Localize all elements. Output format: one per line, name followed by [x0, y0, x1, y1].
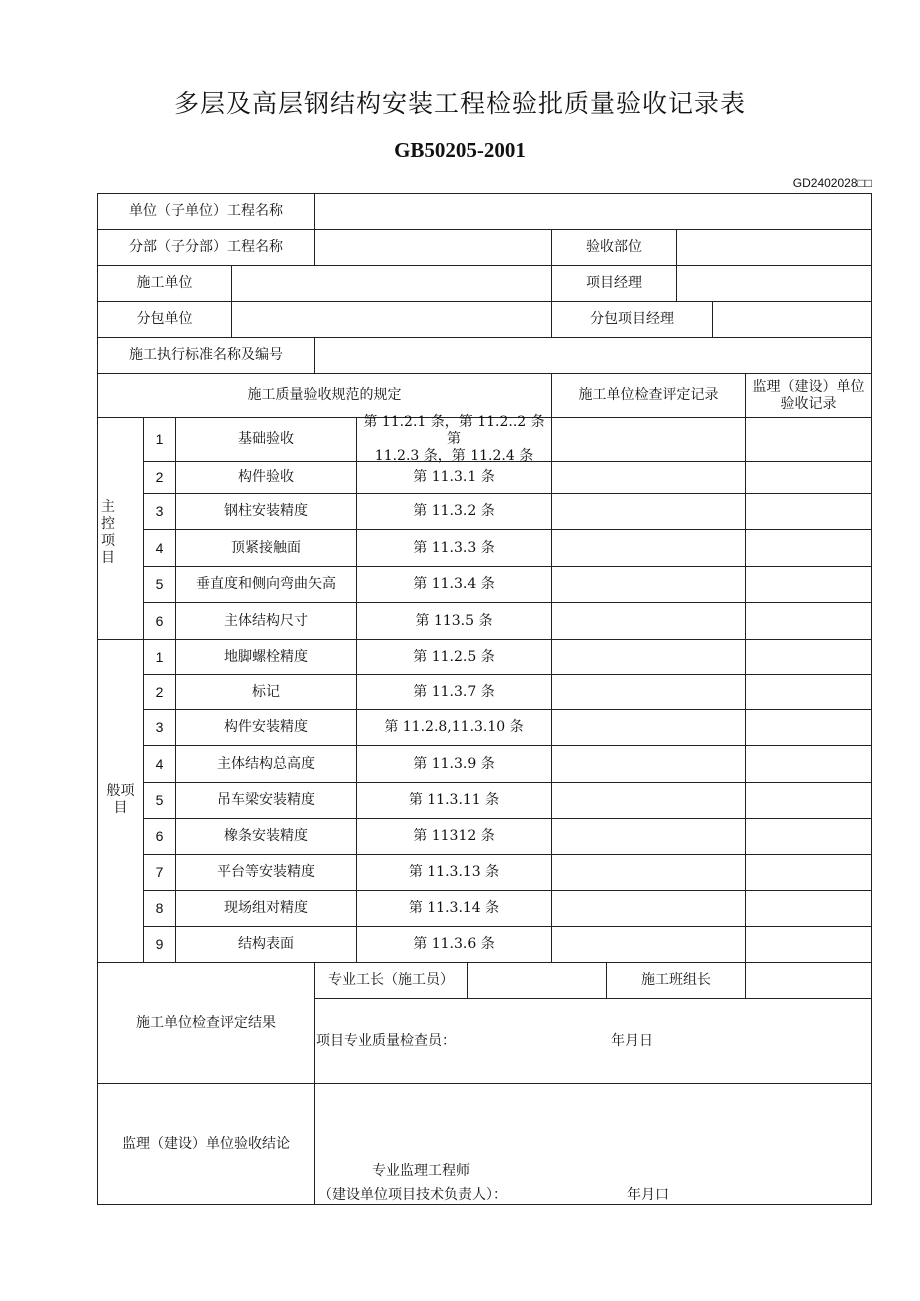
supervisor-engineer-label: 专业监理工程师	[372, 1162, 470, 1179]
general-row-7-no: 7	[155, 864, 164, 880]
main-row-1-clause-line2: 11.2.3 条，第 11.2.4 条	[374, 448, 534, 464]
general-row-1-clause: 第 11.2.5 条	[413, 648, 495, 665]
project-name-label: 单位（子单位）工程名称	[129, 203, 283, 219]
general-row-9-no: 9	[155, 936, 164, 952]
main-items-label-char: 控	[101, 516, 115, 532]
main-row-6-clause: 第 113.5 条	[415, 612, 493, 629]
document-title: 多层及高层钢结构安装工程检验批质量验收记录表	[173, 89, 746, 118]
contractor-result-label: 施工单位检查评定结果	[136, 1014, 276, 1031]
general-row-9-name: 结构表面	[238, 936, 294, 952]
main-row-3-name: 钢柱安装精度	[224, 503, 308, 519]
general-row-7-name: 平台等安装精度	[217, 864, 315, 880]
general-row-8-no: 8	[155, 900, 164, 916]
supervisor-record-header-line2: 验收记录	[780, 395, 837, 412]
general-row-4-name: 主体结构总高度	[217, 755, 315, 772]
main-items-label-char: 项	[101, 533, 115, 549]
owner-tech-lead-label: （建设单位项目技术负责人）：	[318, 1186, 507, 1203]
sub-project-label: 分部（子分部）工程名称	[129, 239, 283, 255]
main-row-6-no: 6	[155, 612, 164, 629]
acceptance-part-label: 验收部位	[586, 239, 642, 255]
general-row-2-clause: 第 11.3.7 条	[413, 683, 495, 700]
spec-column-header: 施工质量验收规范的规定	[247, 387, 402, 403]
main-row-2-clause: 第 11.3.1 条	[413, 469, 495, 485]
general-items-label-line2: 目	[113, 800, 128, 816]
team-leader-label: 施工班组长	[641, 972, 711, 988]
general-row-1-no: 1	[155, 648, 164, 665]
main-row-2-no: 2	[155, 469, 164, 485]
general-row-9-clause: 第 11.3.6 条	[413, 936, 495, 952]
main-row-5-clause: 第 11.3.4 条	[413, 576, 495, 592]
general-row-7-clause: 第 11.3.13 条	[408, 864, 500, 880]
project-name-field[interactable]	[315, 194, 871, 229]
general-row-8-clause: 第 11.3.14 条	[408, 900, 500, 916]
main-row-4-clause: 第 11.3.3 条	[413, 539, 495, 556]
general-row-3-name: 构件安装精度	[224, 719, 308, 735]
general-row-8-name: 现场组对精度	[224, 900, 308, 916]
supervisor-result-label: 监理（建设）单位验收结论	[122, 1135, 290, 1152]
main-row-4-no: 4	[155, 539, 164, 556]
general-row-5-clause: 第 11.3.11 条	[408, 792, 500, 808]
subcontract-manager-label: 分包项目经理	[590, 311, 674, 327]
general-row-3-clause: 第 11.2.8,11.3.10 条	[384, 719, 524, 735]
main-row-1-clause	[357, 414, 551, 464]
general-row-6-clause: 第 11312 条	[413, 828, 495, 844]
main-row-3-no: 3	[155, 503, 164, 519]
main-row-1-name: 基础验收	[238, 431, 294, 447]
supervisor-date-label: 年月口	[627, 1186, 669, 1203]
general-row-2-name: 标记	[252, 683, 280, 700]
main-row-3-clause: 第 11.3.2 条	[413, 503, 495, 519]
main-row-4-name: 顶紧接触面	[231, 539, 301, 556]
general-row-6-name: 橡条安装精度	[224, 828, 308, 844]
form-code: GD2402028□□	[792, 176, 872, 190]
general-row-5-name: 吊车梁安装精度	[217, 792, 315, 808]
main-items-label	[98, 497, 118, 569]
contractor-date-label: 年月日	[611, 1032, 653, 1049]
subcontract-unit-label: 分包单位	[136, 311, 193, 327]
main-row-1-clause-line1: 第 11.2.1 条，第 11.2..2 条第	[363, 414, 545, 447]
supervisor-record-header-line1: 监理（建设）单位	[752, 378, 865, 395]
general-row-5-no: 5	[155, 792, 164, 808]
main-items-label-char: 主	[101, 499, 115, 515]
general-row-4-no: 4	[155, 755, 164, 772]
supervisor-record-header	[746, 374, 871, 417]
construction-unit-label: 施工单位	[136, 275, 193, 291]
general-items-label-line1: 般项	[106, 783, 135, 799]
main-row-5-name: 垂直度和侧向弯曲矢高	[196, 576, 336, 592]
general-row-6-no: 6	[155, 828, 164, 844]
inspector-label: 项目专业质量检查员：	[316, 1032, 456, 1049]
general-row-4-clause: 第 11.3.9 条	[413, 755, 495, 772]
standard-code: GB50205-2001	[394, 138, 526, 162]
general-row-2-no: 2	[155, 683, 164, 700]
general-items-label	[98, 778, 143, 822]
main-row-1-no: 1	[155, 431, 164, 447]
general-row-1-name: 地脚螺栓精度	[224, 648, 308, 665]
project-manager-label: 项目经理	[586, 275, 642, 291]
main-row-6-name: 主体结构尺寸	[224, 612, 308, 629]
contractor-record-header: 施工单位检查评定记录	[578, 387, 719, 403]
standard-name-label: 施工执行标准名称及编号	[129, 347, 283, 363]
main-row-5-no: 5	[155, 576, 164, 592]
general-row-3-no: 3	[155, 719, 164, 735]
main-items-label-char: 目	[101, 550, 115, 566]
foreman-label: 专业工长（施工员）	[328, 972, 454, 988]
main-row-2-name: 构件验收	[238, 469, 294, 485]
